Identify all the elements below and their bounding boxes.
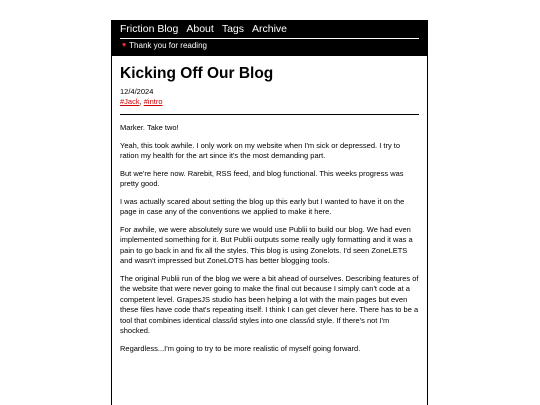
post-body: [120, 123, 419, 354]
site-header: [112, 20, 427, 56]
tag-link-jack[interactable]: #Jack: [120, 97, 140, 106]
post-paragraph: But we're here now. Rarebit, RSS feed, and blog functional. This weeks progress was pretty good.: [120, 168, 404, 188]
post-paragraph: I was actually scared about setting the blog up this early but I wanted to have it on the page in case any of the conventions we applied to make it here.: [120, 196, 405, 216]
tag-separator: ,: [139, 97, 144, 106]
post-divider: [120, 114, 419, 115]
nav-about-link[interactable]: About: [186, 23, 214, 35]
post-paragraph: The original Publii run of the blog we were a bit ahead of ourselves. Describing features of the website that were never going to make the final cut because I simply can't code at a competent level. GrapesJS studio has been helping a lot with the main pages but even these files have code that's repeating itself. I think I can get clever here. There has to be a tool that combines identical class/id styles into one class/id style. If there's not I'm shocked.: [120, 273, 419, 335]
post-tags: [120, 97, 419, 106]
nav-divider: [120, 38, 419, 39]
tag-link-intro[interactable]: #intro: [143, 97, 163, 106]
post-paragraph: Regardless...I'm going to try to be more realistic of myself going forward.: [120, 343, 361, 353]
nav-home-link[interactable]: Friction Blog: [120, 23, 179, 35]
post-date: 12/4/2024: [120, 87, 154, 96]
heart-icon: ♥: [122, 42, 127, 49]
post-content: [112, 64, 427, 354]
post-paragraph: Yeah, this took awhile. I only work on my website when I'm sick or depressed. I try to ration my health for the art since it's the most demanding part.: [120, 140, 401, 160]
tagline-text: Thank you for reading: [129, 41, 207, 50]
post-paragraph: Marker. Take two!: [120, 123, 179, 132]
post-title: Kicking Off Our Blog: [120, 65, 274, 82]
main-nav: [120, 20, 419, 36]
post-paragraph: For awhile, we were absolutely sure we would use Publii to build our blog. We had even implemented something for it. But Publii outputs some really ugly formatting and it was a pain to go back in and fix all the styles. This blog is using Zonelots. I'd seen ZoneLETS and wasn't impressed but ZoneLOTS has better blogging tools.: [120, 224, 413, 265]
nav-archive-link[interactable]: Archive: [252, 23, 288, 35]
blog-page: [111, 20, 428, 405]
tagline: [122, 41, 207, 51]
nav-tags-link[interactable]: Tags: [221, 23, 244, 35]
